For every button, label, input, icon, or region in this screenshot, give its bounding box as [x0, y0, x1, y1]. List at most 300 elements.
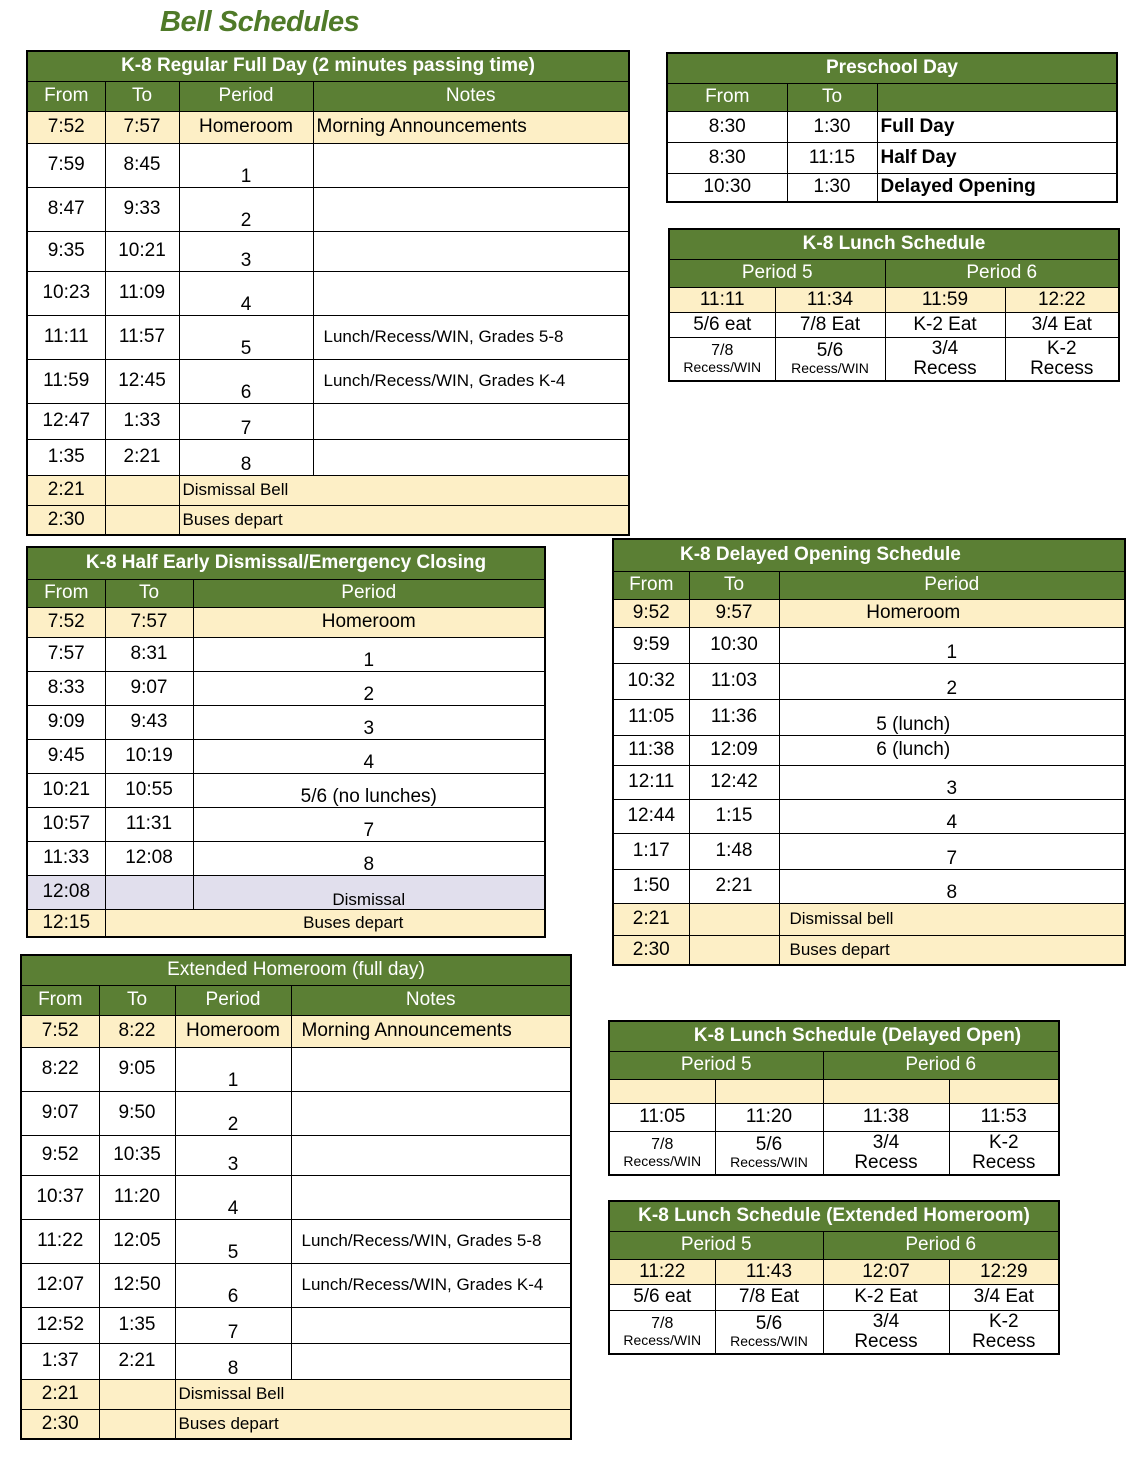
table-row	[669, 337, 1119, 381]
delayed-opening-schedule-title: K-8 Delayed Opening Schedule	[613, 539, 1125, 571]
period-cell: Homeroom	[175, 1015, 291, 1047]
from-cell: 12:11	[613, 765, 689, 799]
to-cell: 12:09	[689, 735, 779, 765]
recess-label: Recess	[972, 1330, 1036, 1352]
lunch-schedule-table	[668, 228, 1120, 382]
table-row	[21, 1015, 571, 1047]
empty-cell	[105, 505, 179, 535]
column-header-to: To	[787, 83, 877, 111]
from-cell: 12:44	[613, 799, 689, 833]
table-row	[609, 1310, 1059, 1354]
notes-cell: Lunch/Recess/WIN, Grades K-4	[291, 1263, 571, 1307]
dismissal-time: 2:21	[21, 1379, 99, 1409]
to-cell: 11:03	[689, 663, 779, 699]
table-row	[27, 143, 629, 187]
from-cell: 10:57	[27, 807, 105, 841]
recess-label: Recess/WIN	[623, 1152, 702, 1169]
table-row	[27, 705, 545, 739]
from-cell: 10:32	[613, 663, 689, 699]
period-cell: 4	[179, 271, 313, 315]
lunch-time: 11:38	[823, 1103, 949, 1131]
notes-cell: Lunch/Recess/WIN, Grades 5-8	[291, 1219, 571, 1263]
column-header-from: From	[27, 579, 105, 607]
period-cell: 7	[175, 1307, 291, 1343]
to-cell: 12:08	[105, 841, 193, 875]
table-row	[27, 111, 629, 143]
table-row	[21, 1379, 571, 1409]
from-cell: 9:35	[27, 231, 105, 271]
to-cell: 1:15	[689, 799, 779, 833]
table-row	[27, 359, 629, 403]
period-5-header: Period 5	[609, 1231, 823, 1259]
period-cell: 7	[179, 403, 313, 439]
label-cell: Delayed Opening	[877, 173, 1117, 202]
dismissal-label: Dismissal Bell	[175, 1379, 571, 1409]
period-5-header: Period 5	[609, 1051, 823, 1079]
notes-cell	[291, 1047, 571, 1091]
column-header-to: To	[105, 81, 179, 111]
preschool-schedule-table	[666, 52, 1118, 203]
recess-cell	[715, 1310, 823, 1354]
column-header-period: Period	[779, 571, 1125, 599]
to-cell: 10:21	[105, 231, 179, 271]
table-row	[27, 403, 629, 439]
lunch-time: 12:29	[949, 1259, 1059, 1284]
empty-cell	[823, 1079, 949, 1103]
notes-cell: Lunch/Recess/WIN, Grades 5-8	[313, 315, 629, 359]
recess-label: Recess/WIN	[791, 360, 869, 377]
table-row	[27, 607, 545, 637]
column-header-period: Period	[175, 985, 291, 1015]
notes-cell: Lunch/Recess/WIN, Grades K-4	[313, 359, 629, 403]
period-6-header: Period 6	[823, 1231, 1059, 1259]
from-cell: 12:52	[21, 1307, 99, 1343]
from-cell: 1:17	[613, 833, 689, 869]
to-cell: 1:30	[787, 111, 877, 142]
table-row	[27, 315, 629, 359]
from-cell: 7:52	[21, 1015, 99, 1047]
to-cell: 12:45	[105, 359, 179, 403]
period-cell: 4	[175, 1175, 291, 1219]
lunch-time: 11:43	[715, 1259, 823, 1284]
buses-time: 12:15	[27, 909, 105, 937]
eat-cell: 5/6 eat	[669, 312, 775, 337]
period-cell: 6	[175, 1263, 291, 1307]
grade-label: 3/4	[931, 337, 959, 359]
to-cell: 7:57	[105, 111, 179, 143]
from-cell: 8:47	[27, 187, 105, 231]
recess-cell	[1005, 337, 1119, 381]
recess-label: Recess	[1030, 357, 1094, 379]
period-cell: 2	[179, 187, 313, 231]
regular-schedule-title: K-8 Regular Full Day (2 minutes passing time)	[27, 51, 629, 81]
notes-cell	[291, 1343, 571, 1379]
period-cell: 1	[193, 637, 545, 671]
recess-cell	[775, 337, 885, 381]
from-cell: 8:30	[667, 142, 787, 173]
period-cell: 5	[175, 1219, 291, 1263]
table-row	[21, 1409, 571, 1439]
dismissal-time: 12:08	[27, 875, 105, 909]
table-row	[609, 1103, 1059, 1131]
table-row	[21, 1343, 571, 1379]
empty-cell	[949, 1079, 1059, 1103]
period-cell: 5/6 (no lunches)	[193, 773, 545, 807]
grade-label: 5/6	[755, 1313, 783, 1335]
period-cell: 6	[179, 359, 313, 403]
table-row	[27, 875, 545, 909]
recess-cell	[823, 1131, 949, 1175]
eat-cell: K-2 Eat	[885, 312, 1005, 337]
to-cell: 12:42	[689, 765, 779, 799]
table-row	[27, 671, 545, 705]
label-cell: Half Day	[877, 142, 1117, 173]
column-header-notes: Notes	[313, 81, 629, 111]
to-cell: 11:31	[105, 807, 193, 841]
from-cell: 7:57	[27, 637, 105, 671]
period-cell: 8	[779, 869, 1125, 903]
recess-label: Recess	[972, 1151, 1036, 1173]
table-row	[21, 1175, 571, 1219]
empty-cell	[105, 475, 179, 505]
from-cell: 9:52	[21, 1135, 99, 1175]
grade-label: K-2	[1046, 337, 1077, 359]
eat-cell: 7/8 Eat	[775, 312, 885, 337]
grade-label: 3/4	[872, 1131, 900, 1153]
grade-label: 5/6	[755, 1134, 783, 1156]
recess-cell	[609, 1131, 715, 1175]
empty-cell	[715, 1079, 823, 1103]
notes-cell	[291, 1135, 571, 1175]
to-cell: 9:57	[689, 599, 779, 627]
recess-label: Recess/WIN	[730, 1154, 808, 1171]
empty-cell	[689, 935, 779, 965]
period-cell: 5 (lunch)	[779, 699, 1125, 735]
to-cell: 9:07	[105, 671, 193, 705]
table-row	[27, 475, 629, 505]
empty-cell	[99, 1379, 175, 1409]
recess-cell	[669, 337, 775, 381]
period-6-header: Period 6	[885, 259, 1119, 287]
period-cell: 7	[779, 833, 1125, 869]
table-row	[613, 663, 1125, 699]
recess-cell	[609, 1310, 715, 1354]
period-6-header: Period 6	[823, 1051, 1059, 1079]
period-cell: 2	[175, 1091, 291, 1135]
table-row	[613, 799, 1125, 833]
table-row	[27, 739, 545, 773]
from-cell: 7:52	[27, 111, 105, 143]
dismissal-time: 2:21	[613, 903, 689, 935]
empty-cell	[689, 903, 779, 935]
notes-cell	[291, 1175, 571, 1219]
table-row	[27, 637, 545, 671]
notes-cell	[291, 1307, 571, 1343]
notes-cell	[313, 143, 629, 187]
table-row	[21, 1307, 571, 1343]
table-row	[21, 1047, 571, 1091]
notes-cell	[313, 439, 629, 475]
table-row	[669, 312, 1119, 337]
period-cell: 8	[193, 841, 545, 875]
period-cell: 2	[193, 671, 545, 705]
table-row	[27, 807, 545, 841]
from-cell: 1:37	[21, 1343, 99, 1379]
table-row	[27, 773, 545, 807]
from-cell: 10:30	[667, 173, 787, 202]
period-cell: 4	[193, 739, 545, 773]
from-cell: 7:52	[27, 607, 105, 637]
from-cell: 10:37	[21, 1175, 99, 1219]
dismissal-label: Dismissal Bell	[179, 475, 629, 505]
table-row	[609, 1259, 1059, 1284]
buses-label: Buses depart	[179, 505, 629, 535]
table-row	[27, 439, 629, 475]
table-row	[613, 903, 1125, 935]
notes-cell	[291, 1091, 571, 1135]
from-cell: 11:33	[27, 841, 105, 875]
to-cell: 12:05	[99, 1219, 175, 1263]
preschool-schedule-title: Preschool Day	[667, 53, 1117, 83]
to-cell: 9:43	[105, 705, 193, 739]
from-cell: 9:45	[27, 739, 105, 773]
table-row	[613, 699, 1125, 735]
lunch-time: 11:59	[885, 287, 1005, 312]
dismissal-label: Dismissal	[193, 875, 545, 909]
notes-cell: Morning Announcements	[291, 1015, 571, 1047]
from-cell: 9:09	[27, 705, 105, 739]
to-cell: 11:57	[105, 315, 179, 359]
column-header-notes: Notes	[291, 985, 571, 1015]
recess-label: Recess	[854, 1151, 918, 1173]
grade-label: 7/8	[651, 1136, 674, 1153]
lunch-extended-table	[608, 1200, 1060, 1355]
to-cell: 10:35	[99, 1135, 175, 1175]
period-cell: Homeroom	[179, 111, 313, 143]
from-cell: 8:30	[667, 111, 787, 142]
from-cell: 12:47	[27, 403, 105, 439]
period-cell: 4	[779, 799, 1125, 833]
extended-homeroom-table	[20, 954, 572, 1440]
from-cell: 11:11	[27, 315, 105, 359]
table-row	[667, 173, 1117, 202]
period-cell: 2	[779, 663, 1125, 699]
period-cell: Homeroom	[779, 599, 1125, 627]
lunch-time: 11:34	[775, 287, 885, 312]
table-row	[27, 187, 629, 231]
dismissal-time: 2:21	[27, 475, 105, 505]
period-cell: 8	[179, 439, 313, 475]
lunch-time: 11:22	[609, 1259, 715, 1284]
table-row	[609, 1284, 1059, 1310]
to-cell: 9:33	[105, 187, 179, 231]
buses-label: Buses depart	[105, 909, 545, 937]
table-row	[613, 627, 1125, 663]
to-cell: 2:21	[99, 1343, 175, 1379]
grade-label: 5/6	[816, 340, 844, 362]
recess-label: Recess	[913, 357, 977, 379]
period-5-header: Period 5	[669, 259, 885, 287]
notes-cell	[313, 271, 629, 315]
from-cell: 12:07	[21, 1263, 99, 1307]
column-header-from: From	[21, 985, 99, 1015]
from-cell: 9:52	[613, 599, 689, 627]
regular-schedule-table	[26, 50, 630, 536]
from-cell: 11:59	[27, 359, 105, 403]
buses-time: 2:30	[27, 505, 105, 535]
period-cell: 1	[179, 143, 313, 187]
table-row	[669, 287, 1119, 312]
recess-label: Recess	[854, 1330, 918, 1352]
table-row	[21, 1219, 571, 1263]
delayed-opening-schedule-table	[612, 538, 1126, 966]
table-row	[21, 1091, 571, 1135]
period-cell: 3	[179, 231, 313, 271]
lunch-time: 11:05	[609, 1103, 715, 1131]
extended-homeroom-title: Extended Homeroom (full day)	[21, 955, 571, 985]
period-cell: 3	[779, 765, 1125, 799]
table-row	[613, 869, 1125, 903]
column-header-period: Period	[179, 81, 313, 111]
lunch-time: 11:53	[949, 1103, 1059, 1131]
notes-cell: Morning Announcements	[313, 111, 629, 143]
recess-label: Recess/WIN	[623, 1331, 702, 1348]
table-row	[27, 505, 629, 535]
empty-cell	[99, 1409, 175, 1439]
table-row	[609, 1131, 1059, 1175]
half-day-schedule-table	[26, 546, 546, 938]
to-cell: 11:36	[689, 699, 779, 735]
lunch-schedule-title: K-8 Lunch Schedule	[669, 229, 1119, 259]
recess-cell	[823, 1310, 949, 1354]
to-cell: 8:45	[105, 143, 179, 187]
to-cell: 8:22	[99, 1015, 175, 1047]
from-cell: 10:21	[27, 773, 105, 807]
eat-cell: 3/4 Eat	[949, 1284, 1059, 1310]
notes-cell	[313, 403, 629, 439]
recess-label: Recess/WIN	[730, 1333, 808, 1350]
to-cell: 9:50	[99, 1091, 175, 1135]
table-row	[613, 735, 1125, 765]
lunch-time: 11:20	[715, 1103, 823, 1131]
lunch-delayed-table	[608, 1020, 1060, 1176]
to-cell: 10:19	[105, 739, 193, 773]
from-cell: 11:05	[613, 699, 689, 735]
column-header-label	[877, 83, 1117, 111]
lunch-extended-title: K-8 Lunch Schedule (Extended Homeroom)	[609, 1201, 1059, 1231]
recess-cell	[949, 1131, 1059, 1175]
to-cell: 9:05	[99, 1047, 175, 1091]
period-cell: 5	[179, 315, 313, 359]
from-cell: 8:22	[21, 1047, 99, 1091]
grade-label: K-2	[988, 1131, 1019, 1153]
label-cell: Full Day	[877, 111, 1117, 142]
column-header-from: From	[27, 81, 105, 111]
table-row	[609, 1079, 1059, 1103]
table-row	[21, 1263, 571, 1307]
half-day-schedule-title: K-8 Half Early Dismissal/Emergency Closing	[27, 547, 545, 579]
eat-cell: 7/8 Eat	[715, 1284, 823, 1310]
period-cell: 7	[193, 807, 545, 841]
to-cell: 10:30	[689, 627, 779, 663]
table-row	[21, 1135, 571, 1175]
grade-label: 3/4	[872, 1310, 900, 1332]
from-cell: 1:35	[27, 439, 105, 475]
from-cell: 11:22	[21, 1219, 99, 1263]
table-row	[27, 909, 545, 937]
period-cell: 3	[193, 705, 545, 739]
table-row	[27, 271, 629, 315]
table-row	[613, 599, 1125, 627]
table-row	[667, 142, 1117, 173]
column-header-period: Period	[193, 579, 545, 607]
recess-cell	[885, 337, 1005, 381]
buses-label: Buses depart	[175, 1409, 571, 1439]
to-cell: 1:33	[105, 403, 179, 439]
eat-cell: 5/6 eat	[609, 1284, 715, 1310]
eat-cell: K-2 Eat	[823, 1284, 949, 1310]
buses-label: Buses depart	[779, 935, 1125, 965]
to-cell: 12:50	[99, 1263, 175, 1307]
empty-cell	[609, 1079, 715, 1103]
lunch-time: 12:22	[1005, 287, 1119, 312]
table-row	[667, 111, 1117, 142]
to-cell: 2:21	[105, 439, 179, 475]
from-cell: 11:38	[613, 735, 689, 765]
table-row	[27, 841, 545, 875]
to-cell: 10:55	[105, 773, 193, 807]
recess-label: Recess/WIN	[683, 358, 762, 375]
from-cell: 1:50	[613, 869, 689, 903]
eat-cell: 3/4 Eat	[1005, 312, 1119, 337]
table-row	[613, 765, 1125, 799]
period-cell: 6 (lunch)	[779, 735, 1125, 765]
to-cell: 8:31	[105, 637, 193, 671]
to-cell: 7:57	[105, 607, 193, 637]
page-title: Bell Schedules	[160, 6, 360, 38]
grade-label: K-2	[988, 1310, 1019, 1332]
from-cell: 9:07	[21, 1091, 99, 1135]
to-cell: 11:20	[99, 1175, 175, 1219]
notes-cell	[313, 231, 629, 271]
dismissal-label: Dismissal bell	[779, 903, 1125, 935]
period-cell: 1	[779, 627, 1125, 663]
to-cell: 2:21	[689, 869, 779, 903]
empty-cell	[105, 875, 193, 909]
to-cell: 1:30	[787, 173, 877, 202]
from-cell: 9:59	[613, 627, 689, 663]
column-header-to: To	[105, 579, 193, 607]
lunch-delayed-title: K-8 Lunch Schedule (Delayed Open)	[609, 1021, 1059, 1051]
from-cell: 10:23	[27, 271, 105, 315]
buses-time: 2:30	[21, 1409, 99, 1439]
period-cell: 1	[175, 1047, 291, 1091]
to-cell: 11:15	[787, 142, 877, 173]
lunch-time: 11:11	[669, 287, 775, 312]
to-cell: 11:09	[105, 271, 179, 315]
from-cell: 7:59	[27, 143, 105, 187]
recess-cell	[715, 1131, 823, 1175]
notes-cell	[313, 187, 629, 231]
column-header-to: To	[689, 571, 779, 599]
period-cell: 8	[175, 1343, 291, 1379]
table-row	[613, 833, 1125, 869]
buses-time: 2:30	[613, 935, 689, 965]
table-row	[27, 231, 629, 271]
column-header-to: To	[99, 985, 175, 1015]
to-cell: 1:35	[99, 1307, 175, 1343]
grade-label: 7/8	[651, 1315, 674, 1332]
